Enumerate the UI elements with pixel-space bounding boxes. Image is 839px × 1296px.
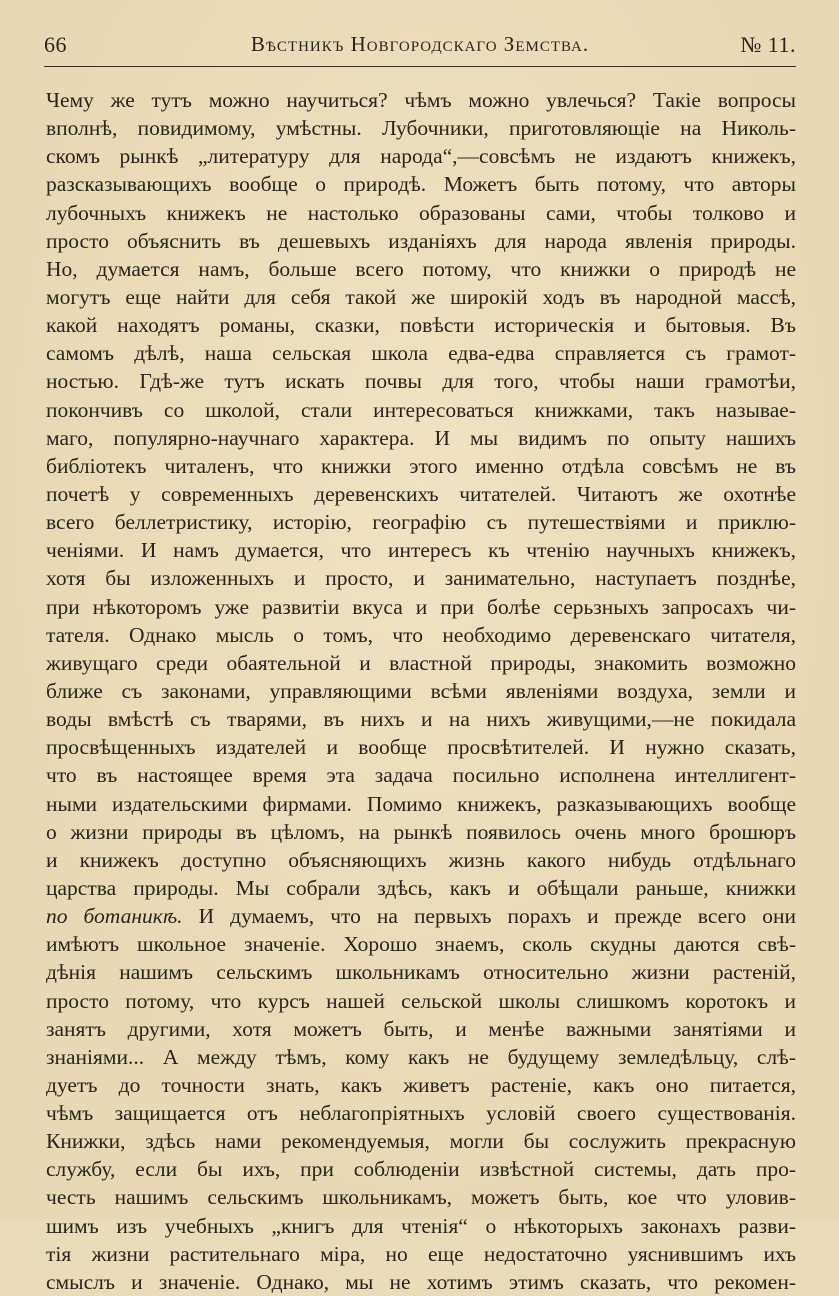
text-line: могутъ еще найти для себя такой же широкій ходъ въ народной массѣ, bbox=[46, 284, 796, 309]
text-line: дѣнія нашимъ сельскимъ школьникамъ относительно жизни растеній, bbox=[46, 960, 796, 985]
text-line: царства природы. Мы собрали здѣсь, какъ и обѣщали раньше, книжки bbox=[46, 875, 796, 900]
text-line: службу, если бы ихъ, при соблюденіи извѣстной системы, дать про- bbox=[46, 1157, 796, 1182]
text-line: какой находятъ романы, сказки, повѣсти историческія и бытовыя. Въ bbox=[46, 313, 796, 338]
text-line: разсказывающихъ вообще о природѣ. Можетъ быть потому, что авторы bbox=[46, 172, 796, 197]
text-line: хотя бы изложенныхъ и просто, и занимательно, наступаетъ позднѣе, bbox=[46, 566, 796, 591]
running-header bbox=[44, 30, 796, 64]
text-line: ностью. Гдѣ-же тутъ искать почвы для того, чтобы наши грамотѣи, bbox=[46, 369, 796, 394]
article-body bbox=[46, 86, 796, 1296]
text-line: библіотекъ читаленъ, что книжки этого именно отдѣла совсѣмъ не въ bbox=[46, 453, 796, 478]
text-line: что въ настоящее время эта задача посильно исполнена интеллигент- bbox=[46, 763, 796, 788]
text-line: имѣютъ школьное значеніе. Хорошо знаемъ, сколь скудны даются свѣ- bbox=[46, 932, 796, 957]
text-line: смыслъ и значеніе. Однако, мы не хотимъ этимъ сказать, что рекомен- bbox=[46, 1269, 796, 1294]
text-line: живущаго среди обаятельной и властной природы, знакомить возможно bbox=[46, 650, 796, 675]
text-line: честь нашимъ сельскимъ школьникамъ, можетъ быть, кое что уловив- bbox=[46, 1185, 796, 1210]
text-line-with-italic bbox=[46, 902, 796, 930]
text-line: знаніями... А между тѣмъ, кому какъ не будущему земледѣльцу, слѣ- bbox=[46, 1044, 796, 1069]
text-line: воды вмѣстѣ съ тварями, въ нихъ и на нихъ живущими,—не покидала bbox=[46, 707, 796, 732]
text-line: почетѣ у современныхъ деревенскихъ читателей. Читаютъ же охотнѣе bbox=[46, 481, 796, 506]
page-number: 66 bbox=[44, 32, 67, 57]
text-line: лубочныхъ книжекъ не настолько образованы сами, чтобы толково и bbox=[46, 200, 796, 225]
text-line: просто объяснить въ дешевыхъ изданіяхъ для народа явленія природы. bbox=[46, 228, 796, 253]
text-line: Чему же тутъ можно научиться? чѣмъ можно увлечься? Такіе вопросы bbox=[46, 88, 796, 112]
text-line: скомъ рынкѣ „литературу для народа“,—совсѣмъ не издаютъ книжекъ, bbox=[46, 144, 796, 169]
text-line: всего беллетристику, исторію, географію съ путешествіями и приклю- bbox=[46, 510, 796, 535]
text-line: и книжекъ доступно объясняющихъ жизнь какого нибудь отдѣльнаго bbox=[46, 847, 796, 872]
text-line: ченіями. И намъ думается, что интересъ къ чтенію научныхъ книжекъ, bbox=[46, 538, 796, 563]
text-line: занятъ другими, хотя можетъ быть, и менѣе важными занятіями и bbox=[46, 1016, 796, 1041]
italic-line-rest: И думаемъ, что на первыхъ порахъ и прежде всего они bbox=[182, 904, 796, 929]
header-divider bbox=[44, 66, 796, 67]
text-line: просвѣщенныхъ издателей и вообще просвѣтителей. И нужно сказать, bbox=[46, 735, 796, 760]
journal-title: Вѣстникъ Новгородскаго Земства. bbox=[250, 32, 590, 56]
text-line: ными издательскими фирмами. Помимо книжекъ, разказывающихъ вообще bbox=[46, 791, 796, 816]
text-line: ближе съ законами, управляющими всѣми явленіями воздуха, земли и bbox=[46, 678, 796, 703]
italic-phrase: по ботаникѣ. bbox=[46, 904, 183, 929]
text-line: о жизни природы въ цѣломъ, на рынкѣ появилось очень много брошюръ bbox=[46, 819, 796, 844]
text-line: шимъ изъ учебныхъ „книгъ для чтенія“ о нѣкоторыхъ законахъ разви- bbox=[46, 1213, 796, 1238]
text-line: Книжки, здѣсь нами рекомендуемыя, могли бы сослужить прекрасную bbox=[46, 1129, 796, 1154]
text-line: при нѣкоторомъ уже развитіи вкуса и при болѣе серьзныхъ запросахъ чи- bbox=[46, 594, 796, 619]
text-line: чѣмъ защищается отъ неблагопріятныхъ условій своего существованія. bbox=[46, 1101, 796, 1126]
text-line: дуетъ до точности знать, какъ живетъ растеніе, какъ оно питается, bbox=[46, 1072, 796, 1097]
text-line: тія жизни растительнаго міра, но еще недостаточно уяснившимъ ихъ bbox=[46, 1241, 796, 1266]
issue-number: № 11. bbox=[740, 32, 796, 57]
text-line: маго, популярно-научнаго характера. И мы видимъ по опыту нашихъ bbox=[46, 425, 796, 450]
text-line: покончивъ со школой, стали интересоваться книжками, такъ называе- bbox=[46, 397, 796, 422]
text-line: тателя. Однако мысль о томъ, что необходимо деревенскаго читателя, bbox=[46, 622, 796, 647]
text-line: самомъ дѣлѣ, наша сельская школа едва-едва справляется съ грамот- bbox=[46, 341, 796, 366]
text-line: просто потому, что курсъ нашей сельской школы слишкомъ коротокъ и bbox=[46, 988, 796, 1013]
text-line: вполнѣ, повидимому, умѣстны. Лубочники, приготовляющіе на Николь- bbox=[46, 116, 796, 141]
text-line: Но, думается намъ, больше всего потому, что книжки о природѣ не bbox=[46, 256, 796, 281]
